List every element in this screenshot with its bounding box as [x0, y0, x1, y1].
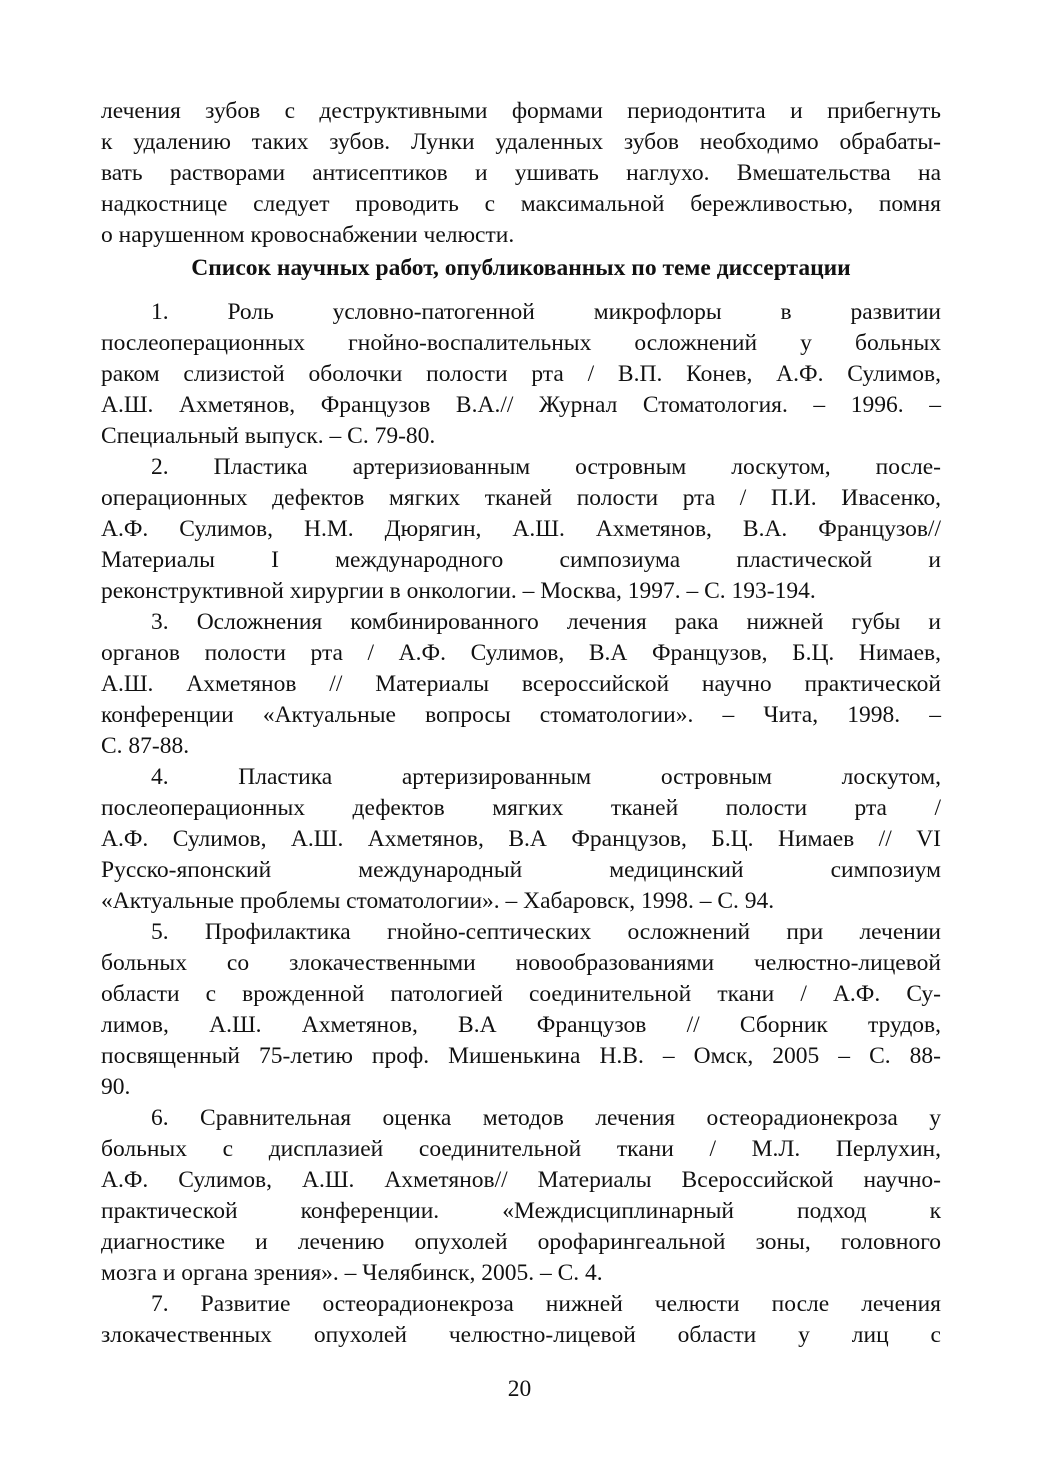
text-line: Специальный выпуск. – С. 79-80. [101, 423, 436, 449]
reference-item-5 [101, 917, 941, 1103]
text-line: послеоперационных гнойно-воспалительных осложнений у больных [101, 330, 941, 356]
section-heading: Список научных работ, опубликованных по теме диссертации [191, 255, 851, 281]
text-line: органов полости рта / А.Ф. Сулимов, В.А Французов, Б.Ц. Нимаев, [101, 640, 941, 666]
reference-item-3 [101, 607, 941, 762]
text-line: лечения зубов с деструктивными формами периодонтита и прибегнуть [101, 98, 941, 124]
text-line: А.Ш. Ахметянов, Французов В.А.// Журнал Стоматология. – 1996. – [101, 392, 941, 418]
text-line: раком слизистой оболочки полости рта / В.П. Конев, А.Ф. Сулимов, [101, 361, 941, 387]
text-line: области с врожденной патологией соединительной ткани / А.Ф. Су- [101, 981, 941, 1007]
text-line: надкостнице следует проводить с максимальной бережливостью, помня [101, 191, 941, 217]
reference-item-4 [101, 762, 941, 917]
text-line: А.Ш. Ахметянов // Материалы всероссийской научно практической [101, 671, 941, 697]
document-page [101, 96, 941, 1351]
text-line: С. 87-88. [101, 733, 190, 759]
text-line: 90. [101, 1074, 131, 1100]
text-line: Русско-японский международный медицинский симпозиум [101, 857, 941, 883]
text-line: лимов, А.Ш. Ахметянов, В.А Французов // Сборник трудов, [101, 1012, 941, 1038]
text-line: 4. Пластика артеризированным островным лоскутом, [151, 764, 941, 790]
text-line: реконструктивной хирургии в онкологии. – Москва, 1997. – С. 193-194. [101, 578, 816, 604]
text-line: больных с дисплазией соединительной ткани / М.Л. Перлухин, [101, 1136, 941, 1162]
text-line: А.Ф. Сулимов, Н.М. Дюрягин, А.Ш. Ахметянов, В.А. Французов// [101, 516, 941, 542]
reference-item-1 [101, 297, 941, 452]
text-line: А.Ф. Сулимов, А.Ш. Ахметянов// Материалы Всероссийской научно- [101, 1167, 941, 1193]
reference-item-7 [101, 1289, 941, 1351]
text-line: мозга и органа зрения». – Челябинск, 2005. – С. 4. [101, 1260, 603, 1286]
text-line: практической конференции. «Междисциплинарный подход к [101, 1198, 941, 1224]
intro-paragraph [101, 96, 941, 251]
text-line: 5. Профилактика гнойно-септических осложнений при лечении [151, 919, 941, 945]
text-line: посвященный 75-летию проф. Мишенькина Н.В. – Омск, 2005 – С. 88- [101, 1043, 941, 1069]
page-number: 20 [507, 1376, 532, 1402]
text-line: конференции «Актуальные вопросы стоматологии». – Чита, 1998. – [101, 702, 941, 728]
text-line: послеоперационных дефектов мягких тканей полости рта / [101, 795, 941, 821]
text-line: 2. Пластика артеризиованным островным лоскутом, после- [151, 454, 941, 480]
text-line: А.Ф. Сулимов, А.Ш. Ахметянов, В.А Французов, Б.Ц. Нимаев // VI [101, 826, 941, 852]
text-line: диагностике и лечению опухолей орофарингеальной зоны, головного [101, 1229, 941, 1255]
text-line: 3. Осложнения комбинированного лечения рака нижней губы и [151, 609, 941, 635]
text-line: злокачественных опухолей челюстно-лицевой области у лиц с [101, 1322, 941, 1348]
text-line: операционных дефектов мягких тканей полости рта / П.И. Ивасенко, [101, 485, 941, 511]
reference-item-6 [101, 1103, 941, 1289]
text-line: о нарушенном кровоснабжении челюсти. [101, 222, 515, 248]
reference-item-2 [101, 452, 941, 607]
text-line: 7. Развитие остеорадионекроза нижней челюсти после лечения [151, 1291, 941, 1317]
text-line: Материалы I международного симпозиума пластической и [101, 547, 941, 573]
text-line: больных со злокачественными новообразованиями челюстно-лицевой [101, 950, 941, 976]
text-line: 6. Сравнительная оценка методов лечения остеорадионекроза у [151, 1105, 941, 1131]
text-line: 1. Роль условно-патогенной микрофлоры в развитии [151, 299, 941, 325]
text-line: к удалению таких зубов. Лунки удаленных зубов необходимо обрабаты- [101, 129, 941, 155]
text-line: «Актуальные проблемы стоматологии». – Хабаровск, 1998. – С. 94. [101, 888, 775, 914]
text-line: вать растворами антисептиков и ушивать наглухо. Вмешательства на [101, 160, 941, 186]
